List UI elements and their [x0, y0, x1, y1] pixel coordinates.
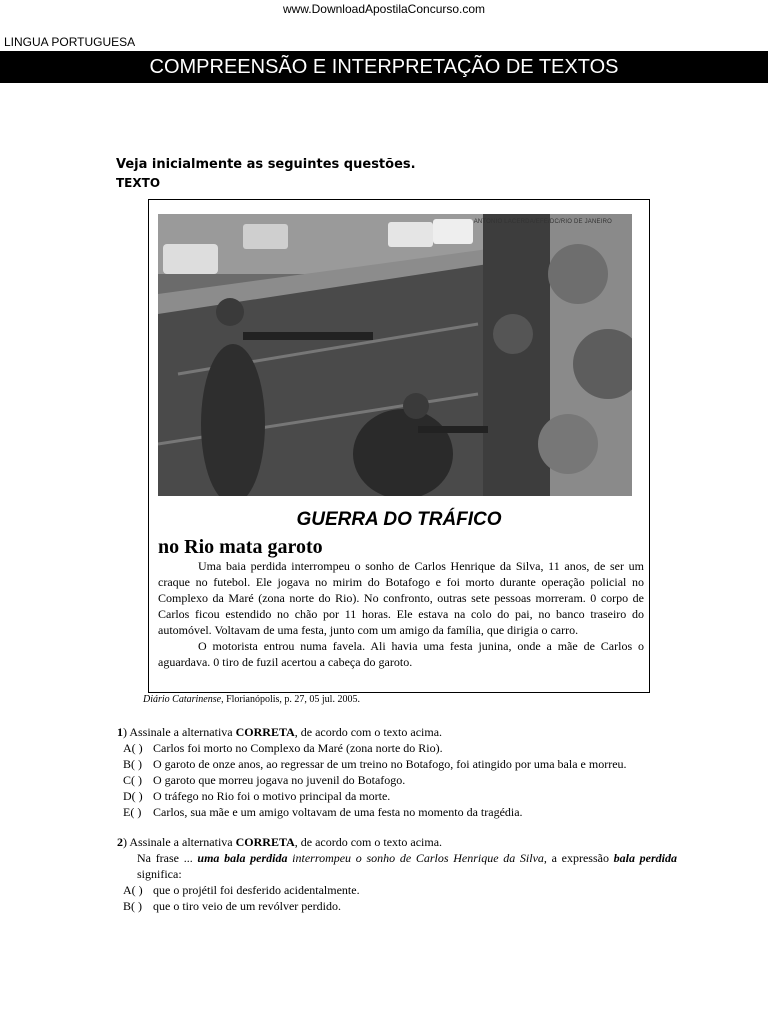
stem-text: , a expressão — [543, 851, 614, 865]
stem-expression: bala perdida — [613, 851, 678, 865]
stem-text: significa: — [137, 867, 182, 881]
option-text: Carlos foi morto no Complexo da Maré (zona norte do Rio). — [153, 741, 443, 755]
option-e[interactable] — [117, 804, 677, 820]
subject-label: LINGUA PORTUGUESA — [4, 35, 136, 49]
question-number: 1 — [117, 725, 123, 739]
option-text: O garoto que morreu jogava no juvenil do Botafogo. — [153, 773, 406, 787]
option-letter: E( ) — [123, 805, 142, 819]
option-b[interactable] — [117, 756, 677, 772]
photo-credit: ANTONIO LACERDA/EFE/DC/RIO DE JANEIRO — [473, 219, 612, 225]
option-text: O garoto de onze anos, ao regressar de um treino no Botafogo, foi atingido por uma bala e morreu. — [153, 757, 627, 771]
option-a[interactable] — [117, 740, 677, 756]
option-text: O tráfego no Rio foi o motivo principal da morte. — [153, 789, 391, 803]
option-text: que o tiro veio de um revólver perdido. — [153, 899, 341, 913]
police-photo-image — [158, 214, 632, 496]
option-c[interactable] — [117, 772, 677, 788]
question-prompt — [117, 834, 677, 850]
option-letter: A( ) — [123, 741, 143, 755]
source-details: , Florianópolis, p. 27, 05 jul. 2005. — [221, 694, 360, 705]
option-letter: D( ) — [123, 789, 143, 803]
prompt-text: ) Assinale a alternativa — [123, 835, 236, 849]
option-text: que o projétil foi desferido acidentalmente. — [153, 883, 360, 897]
news-photo — [158, 214, 632, 496]
option-letter: B( ) — [123, 899, 142, 913]
site-url[interactable]: www.DownloadApostilaConcurso.com — [282, 2, 486, 16]
question-2 — [117, 834, 677, 914]
prompt-text: , de acordo com o texto acima. — [294, 835, 443, 849]
article-box — [148, 199, 650, 693]
subheadline: no Rio mata garoto — [158, 536, 323, 558]
option-text: Carlos, sua mãe e um amigo voltavam de uma festa no momento da tragédia. — [153, 805, 523, 819]
prompt-emphasis: CORRETA — [235, 835, 295, 849]
stem-text: Na frase ... — [137, 851, 198, 865]
stem-quote-emphasis: uma bala perdida — [197, 851, 288, 865]
texto-label: TEXTO — [116, 176, 161, 190]
article-paragraph: Uma baia perdida interrompeu o sonho de Carlos Henrique da Silva, 11 anos, de ser um craque no futebol. Ele jogava no mirim do Botafogo e foi morto durante operação policial no Complexo da Maré (zona norte do Rio). No confronto, outras sete pessoas morreram. 0 corpo de Carlos ficou estendido no chão por 11 horas. Ele estava na colo do pai, no banco traseiro do automóvel. Voltavam de uma festa, junto com um amigo da família, que dirigia o carro. — [158, 559, 644, 637]
option-b[interactable] — [117, 898, 677, 914]
prompt-text: , de acordo com o texto acima. — [294, 725, 443, 739]
article-paragraph: O motorista entrou numa favela. Ali havia uma festa junina, onde a mãe de Carlos o aguardava. 0 tiro de fuzil acertou a cabeça do garoto. — [158, 639, 644, 669]
prompt-emphasis: CORRETA — [235, 725, 295, 739]
source-name: Diário Catarinense — [143, 694, 222, 705]
intro-text: Veja inicialmente as seguintes questões. — [116, 157, 416, 172]
article-body — [158, 558, 644, 670]
question-prompt — [117, 724, 677, 740]
option-d[interactable] — [117, 788, 677, 804]
headline: GUERRA DO TRÁFICO — [296, 509, 502, 530]
page-title: COMPREENSÃO E INTERPRETAÇÃO DE TEXTOS — [0, 51, 768, 83]
option-letter: B( ) — [123, 757, 142, 771]
source-citation — [143, 694, 360, 705]
question-stem — [117, 850, 677, 882]
question-number: 2 — [117, 835, 123, 849]
stem-quote: interrompeu o sonho de Carlos Henrique da Silva — [287, 851, 544, 865]
option-letter: A( ) — [123, 883, 143, 897]
option-a[interactable] — [117, 882, 677, 898]
prompt-text: ) Assinale a alternativa — [123, 725, 236, 739]
question-1 — [117, 724, 677, 820]
option-letter: C( ) — [123, 773, 142, 787]
